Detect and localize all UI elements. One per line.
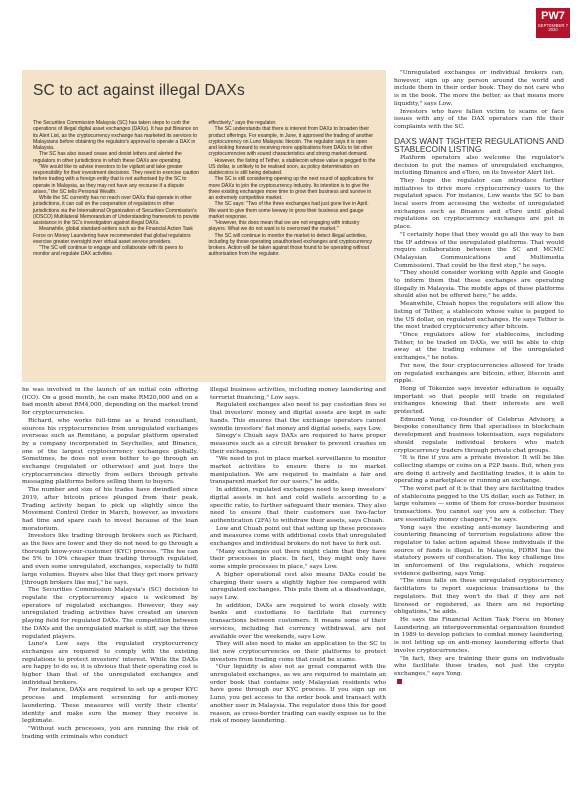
paragraph: "Without such processes, you are running the risk of trading with criminals who conduct [22,725,198,740]
paragraph: In addition, regulated exchanges need to keep investors' digital assets in hot and cold wallets according to a specific ratio, to further safeguard their monies. They also need to ensure that their customers use two-factor authentication (2FA) to withdraw their assets, says Chuah. [210,487,386,524]
paragraph: "I certainly hope that they would go all the way to ban the IP address of the unregulated platforms. That would require collaboration between the SC and MCMC (Malaysian Communications and Multimedia Commission). That could be the first step," he says. [394,231,564,269]
main-column-1 [22,387,198,741]
paragraph: "The SC will continue to engage and collaborate with its peers to monitor and regulate DAX activities [33,245,184,258]
paragraph: They will also need to make an application to the SC to list new cryptocurrencies on their platforms to protect investors from trading coins that could be scams. [210,641,386,663]
paragraph: "It is fine if you are a private investor. It will be like collecting stamps or coins on a P2P basis. But, when you are doing it actively and facilitating trades, it is akin to operating a marketplace or running an exchange. [394,455,564,485]
paragraph: "However, this does mean that we are not engaging with industry players. What we do not want is to overcrowd the market." [208,220,360,233]
right-column [394,70,564,686]
paragraph: Richard, who works full-time as a brand consultant, sources his cryptocurrencies from unregulated exchanges overseas such as Remitano, a popular platform operated by a company incorporated in Seychelles, and Binance, one of the largest cryptocurrency exchanges globally. Sometimes, he does not even bother to go through an exchange (regulated or otherwise) and just buys the cryptocurrencies directly from sellers through private messaging platforms before selling them to buyers. [22,417,198,486]
paragraph: "They should consider working with Apple and Google to inform them that these exchanges are operating illegally in Malaysia. The mobile apps of these platforms should also not be offered here," he adds. [394,270,564,300]
sidebar-title: SC to act against illegal DAXs [33,82,245,99]
paragraph: "Our liquidity is also not as great compared with the unregulated exchanges, as we are required to maintain an order book that contains only Malaysian residents who have gone through our KYC process. If you sign up on Luno, you get access to the order book and transact with another user in Malaysia. The regulator does this for good reason, as cross-border trading can easily expose us to the risk of money laundering. [210,664,386,725]
paragraph: "The worst part of it is that they are facilitating trades of stablecoins pegged to the US dollar, such as Tether, in large volumes — some of them for cross-border business transactions. You cannot say you are a collector. They are essentially money changers," he says. [394,486,564,523]
paragraph: However, the listing of Tether, a stablecoin whose value is pegged to the US dollar, is unlikely to be realised soon, as policy determination on stablecoins is still being debated. [208,157,376,176]
paragraph: The SC is still considering opening up the next round of applications for more DAXs to join the cryptocurrency industry. Its intention is to give the three existing exchanges more time to grow their business and survive in an extremely competitive market. [208,176,374,201]
section-heading: DAXS WANT TIGHTER REGULATIONS AND STABLECOIN LISTING [394,135,564,155]
paragraph: illegal business activities, including money laundering and terrorist financing," Low says. [210,387,386,401]
paragraph: Low and Chuah point out that setting up these processes and measures come with additional costs that unregulated exchanges and individual brokers do not have to fork out. [210,525,386,548]
paragraph: For instance, DAXs are required to set up a proper KYC process and implement screening for anti-money laundering. These measures will verify their clients' identity and make sure the money they receive is legitimate. [22,687,198,725]
right-body [394,155,564,679]
sidebar-column-1 [33,120,201,258]
paragraph: "The onus falls on these unregulated cryptocurrency facilitators to report suspicious transactions to the regulators. But they won't do that if they are not licensed or registered, as there are no reporting obligations," he adds. [394,578,564,616]
paragraph: For now, the four cryptocurrencies allowed for trade on regulated exchanges are bitcoin, ether, litecoin and ripple. [394,362,564,385]
paragraph: effectively," says the regulator. [208,120,277,126]
paragraph: In addition, DAXs are required to work closely with banks and custodians to facilitate fiat currency transactions between customers. It means some of their services, including fiat currency withdrawal, are not available over the weekends, says Low. [210,602,386,640]
main-article [22,387,386,741]
paragraph: Sinegy's Chuah says DAXs are required to have proper measures such as a circuit breaker to prevent crashes on their exchanges. [210,433,386,455]
paragraph: The SC will continue to monitor the market to detect illegal activities, including by those operating unauthorised exchanges and cryptocurrency brokers. Action will be taken against those found to be operating without authorisation from the regulator. [208,232,373,258]
sidebar-box [22,70,386,382]
sidebar-column-2 [209,120,377,258]
paragraph: Hong of Tokenize says investor education is equally important so that people will trade on regulated exchanges knowing that their interests are well protected. [394,385,564,416]
paragraph: Investors like trading through brokers such as Richard, as the fees are lower and they do not need to go through a thorough know-your-customer (KYC) process. "The fee can be 5% to 10% cheaper than trading through regulated, and even some unregulated, exchanges, especially to fulfil large volumes. Buyers also like that they get more privacy [through brokers like me]," he says. [22,533,198,586]
issue-year: 2020 [548,27,558,33]
paragraph: A higher operational cost also means DAXs could be charging their users a slightly higher fee compared with unregulated exchanges. This puts them at a disadvantage, says Low. [210,571,386,601]
paragraph: "We would like to advise investors to be vigilant and take greater responsibility for their investment decisions. They need to exercise caution before trading with a foreign entity that is not authorised by the SC to operate in Malaysia, as they may not have any recourse if a dispute arises," the SC tells Personal Wealth. [33,163,199,195]
paragraph: Yong says the existing anti-money laundering and countering financing of terrorism regulations allow the regulator to take action against these individuals if the source of funds is illegal. In Malaysia, PDRM has the statutory powers of confiscation. The key challenge lies in enforcement of the regulations, which requires evidence gathering, says Yong. [394,524,564,577]
paragraph: While the SC currently has no reach over DAXs that operate in other jurisdictions, it can call on the cooperation of regulators in other jurisdictions via the International Organization of Securities Commission's (IOSCO) Multilateral Memorandum of Understanding framework to provide assistance in the SC's investigation against illegal DAXs. [33,195,200,226]
paragraph: The SC understands that there is interest from DAXs to broaden their product offerings. For example, in June, it approved the trading of another cryptocurrency on Luno Malaysia: litecoin. The regulator says it is open and looking forward to receiving more applications from DAXs to list other cryptocurrencies with sound characteristics and strong market demand. [208,126,374,158]
paragraph: "In fact, they are training their guns on individuals who facilitate these trades, not just the crypto exchanges," says Yong. [394,655,564,677]
paragraph: Platform operators also welcome the regulator's decision to put the names of unregulated exchanges, including Binance and eToro, on its Investor Alert list. [394,154,564,177]
paragraph: The number and size of his trades have dwindled since 2019, after bitcoin prices plunged from their peak. Trading activity began to pick up slightly since the Movement Control Order in March, however, as investors had time and spare cash to invest because of the loan moratorium. [22,487,198,532]
paragraph: Edmund Yong, co-founder of Celebrus Advisory, a bespoke consultancy firm that specialises in blockchain development and business tokenisation, says regulators should regulate individual brokers who match cryptocurrency traders through private chat groups. [394,416,564,454]
paragraph: Meanwhile, global standard-setters such as the Financial Action Task Force on Money Laundering have recommended that global regulators exercise greater oversight over virtual asset service providers. [33,226,193,245]
paragraph: "Once regulators allow for stablecoins, including Tether, to be traded on DAXs, we will be able to chip away at the trading volumes of the unregulated exchanges," he notes. [394,331,564,362]
paragraph: "Unregulated exchanges or individual brokers can, however, sign up any person around the world and include them in their order book. They do not care who is in the book. The more the better, as that means more liquidity," says Low. [394,70,564,107]
paragraph: Investors who have fallen victim to scams or face issues with any of the DAX operators can file their complaints with the SC. [394,108,564,130]
section-label: PW7 [541,10,565,22]
paragraph: Regulated exchanges also need to pay custodian fees so that investors' money and digital assets are kept in safe hands. This ensures that the exchange operators cannot swindle investors' fiat money and digital assets, says Low. [210,402,386,432]
paragraph: The Securities Commission Malaysia's (SC) decision to regulate the cryptocurrency space is welcomed by operators of regulated exchanges. However, they say unregulated trading activities have created an uneven playing field for regulated DAXs. The competition between the DAXs and the unregulated market is stiff, say the three regulated players. [22,587,198,640]
paragraph: The SC says: "Two of the three exchanges had just gone live in April. We want to give them some leeway to grow their business and gauge market response. [208,201,369,220]
section-badge [536,8,570,38]
issue-date: SEPTEMBER 7 [537,23,569,28]
right-intro [394,70,564,132]
paragraph: "Many exchanges out there might claim that they have their processes in place. In fact, they might only have some simple processes in place," says Low. [210,548,386,571]
end-mark-icon [397,679,402,684]
paragraph: The Securities Commission Malaysia (SC) has taken steps to curb the operations of illegal digital asset exchanges (DAXs). It has put Binance on its Alert List, as the cryptocurrency exchange has marketed its services to Malaysians before obtaining the regulator's approval to operate a DAX in Malaysia. [33,120,199,151]
paragraph: he was involved in the launch of an initial coin offering (ICO). On a good month, he can make RM20,000 and on a bad month about RM4,000, depending on the market trend for cryptocurrencies. [22,387,198,417]
paragraph: They hope the regulator can introduce further initiatives to drive more cryptocurrency users to the regulated space. For instance, Low wants the SC to ban local users from accessing the website of unregulated exchanges such as Binance and eToro until global regulations on cryptocurrency exchanges are put in place. [394,177,564,231]
paragraph: The SC has also issued cease and desist letters and alerted the regulators in other jurisdictions in which these DAXs are operating. [33,151,182,164]
paragraph: Luno's Low says the regulated cryptocurrency exchanges are required to comply with the existing regulations to protect investors' interest. While the DAXs are happy to do so, it is obvious that their operating cost is higher than that of the unregulated exchanges and individual brokers. [22,641,198,686]
main-column-2 [210,387,386,741]
paragraph: "We need to put in place market surveillance to monitor market activities to ensure there is no market manipulation. We are required to maintain a fair and transparent market for our users," he adds. [210,456,386,486]
paragraph: Meanwhile, Chuah hopes the regulators will allow the listing of Tether, a stablecoin whose value is pegged to the US dollar, on regulated exchanges. He says Tether is the most traded cryptocurrency after bitcoin. [394,301,564,331]
paragraph: He says the Financial Action Task Force on Money Laundering, an intergovernmental organisation founded in 1989 to develop policies to combat money laundering, is not letting up on anti-money laundering efforts that involve cryptocurrencies. [394,617,564,654]
